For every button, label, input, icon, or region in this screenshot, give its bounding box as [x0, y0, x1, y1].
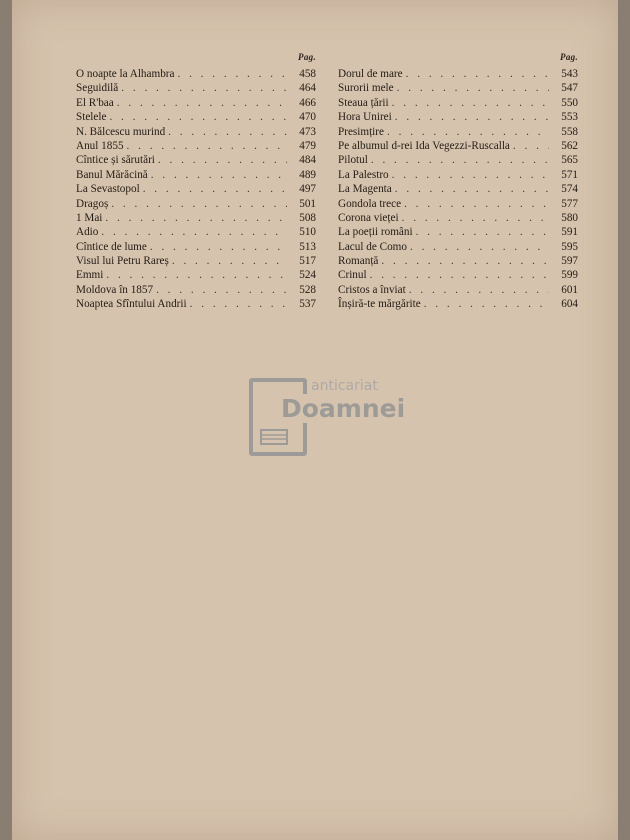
leader-dots — [404, 198, 549, 210]
leader-dots — [158, 154, 287, 166]
toc-entry — [338, 183, 578, 197]
toc-entry — [76, 111, 316, 125]
toc-entry — [338, 68, 578, 82]
toc-entry — [338, 269, 578, 283]
page-column-header: Pag. — [560, 52, 578, 62]
toc-entry-page: 513 — [299, 240, 316, 253]
toc-entry-title: Hora Unirei — [338, 111, 392, 124]
leader-dots — [168, 126, 287, 138]
toc-entry-page: 470 — [299, 111, 316, 124]
toc-entry-page: 537 — [299, 298, 316, 311]
toc-entry — [338, 255, 578, 269]
toc-entry-title: Noaptea Sfîntului Andrii — [76, 298, 187, 311]
toc-entry-page: 574 — [561, 183, 578, 196]
toc-entry-title: La poeții români — [338, 226, 413, 239]
toc-entry-title: 1 Mai — [76, 211, 103, 224]
leader-dots — [109, 111, 287, 123]
leader-dots — [143, 183, 287, 195]
toc-entry-title: La Sevastopol — [76, 183, 140, 196]
leader-dots — [392, 97, 549, 109]
leader-dots — [156, 284, 287, 296]
toc-entry — [338, 212, 578, 226]
toc-entry-title: Pilotul — [338, 154, 368, 167]
toc-list-right — [338, 68, 578, 313]
toc-entry — [338, 82, 578, 96]
toc-entry — [338, 241, 578, 255]
toc-entry-page: 466 — [299, 96, 316, 109]
toc-entry-page: 528 — [299, 283, 316, 296]
toc-entry-page: 558 — [561, 125, 578, 138]
toc-entry-title: Presimțire — [338, 125, 384, 138]
leader-dots — [106, 269, 287, 281]
toc-entry — [76, 241, 316, 255]
toc-entry-title: Moldova în 1857 — [76, 283, 154, 296]
toc-entry — [76, 183, 316, 197]
leader-dots — [101, 226, 287, 238]
toc-entry-page: 604 — [561, 298, 578, 311]
toc-entry — [338, 198, 578, 212]
leader-dots — [410, 241, 549, 253]
leader-dots — [424, 298, 549, 310]
toc-entry-page: 508 — [299, 211, 316, 224]
toc-entry-page: 553 — [561, 111, 578, 124]
toc-entry-title: La Palestro — [338, 168, 389, 181]
leader-dots — [395, 183, 549, 195]
leader-dots — [395, 111, 549, 123]
leader-dots — [406, 68, 549, 80]
toc-entry-page: 497 — [299, 183, 316, 196]
toc-entry-title: O noapte la Alhambra — [76, 68, 175, 80]
toc-entry-title: N. Bălcescu murind — [76, 125, 166, 138]
toc-entry — [76, 126, 316, 140]
toc-entry-page: 562 — [561, 139, 578, 152]
toc-entry-title: Stelele — [76, 111, 107, 124]
toc-entry — [76, 298, 316, 312]
toc-entry-page: 543 — [561, 68, 578, 80]
toc-entry-title: Visul lui Petru Rareș — [76, 255, 169, 268]
leader-dots — [150, 241, 287, 253]
toc-entry-page: 501 — [299, 197, 316, 210]
toc-entry-title: Romanță — [338, 255, 379, 268]
leader-dots — [387, 126, 549, 138]
toc-entry — [338, 126, 578, 140]
toc-entry-page: 473 — [299, 125, 316, 138]
toc-entry-page: 517 — [299, 255, 316, 268]
leader-dots — [409, 284, 549, 296]
leader-dots — [402, 212, 549, 224]
book-icon — [259, 426, 289, 446]
toc-entry-page: 479 — [299, 139, 316, 152]
toc-entry-page: 550 — [561, 96, 578, 109]
toc-entry-title: Lacul de Como — [338, 240, 407, 253]
toc-entry-page: 458 — [299, 68, 316, 80]
leader-dots — [121, 82, 287, 94]
toc-left-column — [76, 52, 316, 313]
toc-entry-title: Dragoș — [76, 197, 109, 210]
toc-list-left — [76, 68, 316, 313]
toc-entry-page: 524 — [299, 269, 316, 282]
toc-entry-page: 591 — [561, 226, 578, 239]
toc-entry-page: 489 — [299, 168, 316, 181]
toc-entry-title: Banul Mărăcină — [76, 168, 148, 181]
toc-entry-title: Înșiră-te mărgărite — [338, 298, 421, 311]
toc-entry-page: 484 — [299, 154, 316, 167]
leader-dots — [105, 212, 287, 224]
toc-entry-title: Corona vieței — [338, 211, 399, 224]
toc-entry-page: 510 — [299, 226, 316, 239]
toc-entry-title: Anul 1855 — [76, 139, 124, 152]
leader-dots — [513, 140, 549, 152]
toc-entry-page: 464 — [299, 82, 316, 95]
toc-entry — [338, 154, 578, 168]
leader-dots — [190, 298, 287, 310]
leader-dots — [416, 226, 549, 238]
toc-entry — [338, 140, 578, 154]
toc-entry-title: Dorul de mare — [338, 68, 403, 80]
watermark-main-text: Doamnei — [281, 394, 406, 423]
watermark-logo — [249, 378, 409, 460]
toc-entry — [76, 82, 316, 96]
toc-entry-page: 571 — [561, 168, 578, 181]
toc-entry-title: Crinul — [338, 269, 367, 282]
toc-entry-title: Emmi — [76, 269, 104, 282]
toc-entry — [76, 255, 316, 269]
toc-entry — [338, 111, 578, 125]
toc-entry-page: 597 — [561, 255, 578, 268]
toc-entry — [338, 298, 578, 312]
toc-entry-title: Adio — [76, 226, 99, 239]
toc-entry — [338, 169, 578, 183]
leader-dots — [111, 198, 287, 210]
leader-dots — [117, 97, 287, 109]
toc-entry-title: Seguidilă — [76, 82, 119, 95]
toc-entry — [338, 226, 578, 240]
toc-entry — [76, 97, 316, 111]
leader-dots — [177, 68, 287, 80]
toc-entry-page: 595 — [561, 240, 578, 253]
watermark-top-text: anticariat — [311, 378, 378, 394]
toc-entry-title: El R'baa — [76, 96, 114, 109]
toc-entry — [76, 68, 316, 82]
leader-dots — [151, 169, 287, 181]
toc-entry — [76, 154, 316, 168]
leader-dots — [172, 255, 287, 267]
toc-entry-title: Steaua țării — [338, 96, 389, 109]
toc-entry-page: 565 — [561, 154, 578, 167]
toc-entry — [76, 284, 316, 298]
toc-entry-title: Surorii mele — [338, 82, 394, 95]
toc-entry — [338, 97, 578, 111]
leader-dots — [397, 82, 549, 94]
toc-entry — [76, 226, 316, 240]
toc-right-column — [338, 52, 578, 313]
leader-dots — [371, 154, 549, 166]
book-page — [12, 0, 618, 840]
toc-entry-title: Pe albumul d-rei Ida Vegezzi-Ruscalla — [338, 139, 510, 152]
toc-entry — [76, 212, 316, 226]
toc-entry-title: Cîntice de lume — [76, 240, 147, 253]
page-column-header: Pag. — [298, 52, 316, 62]
toc-entry — [76, 269, 316, 283]
toc-entry-title: La Magenta — [338, 183, 392, 196]
toc-entry — [76, 140, 316, 154]
toc-entry-page: 547 — [561, 82, 578, 95]
toc-entry-title: Cristos a înviat — [338, 283, 406, 296]
toc-entry — [338, 284, 578, 298]
leader-dots — [381, 255, 549, 267]
leader-dots — [392, 169, 549, 181]
leader-dots — [370, 269, 549, 281]
toc-entry — [76, 169, 316, 183]
toc-entry-page: 580 — [561, 211, 578, 224]
toc-entry-title: Gondola trece — [338, 197, 402, 210]
toc-entry — [76, 198, 316, 212]
toc-entry-page: 577 — [561, 197, 578, 210]
toc-entry-page: 601 — [561, 283, 578, 296]
toc-entry-page: 599 — [561, 269, 578, 282]
leader-dots — [127, 140, 287, 152]
toc-entry-title: Cîntice și sărutări — [76, 154, 155, 167]
